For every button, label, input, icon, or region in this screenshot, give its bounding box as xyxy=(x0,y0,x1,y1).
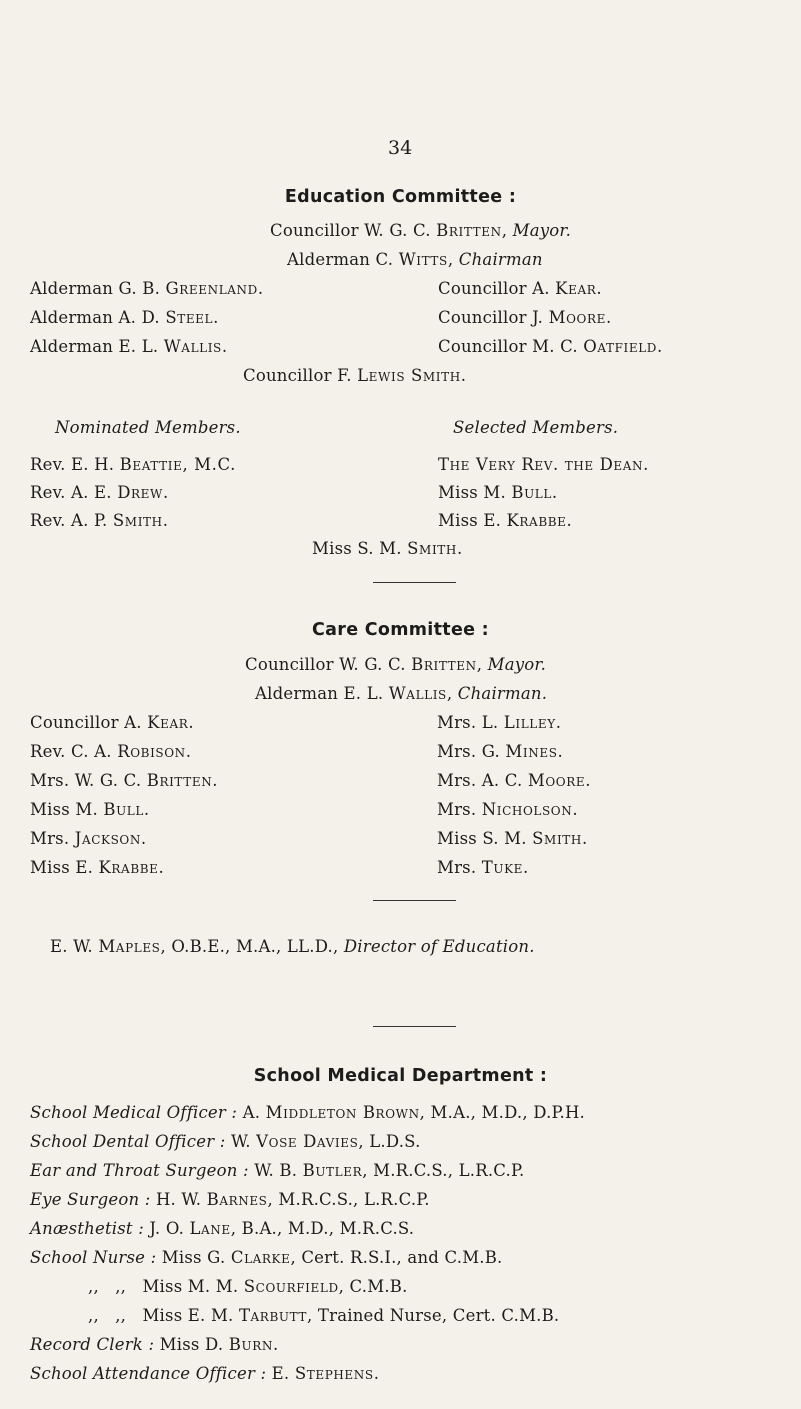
divider-rule xyxy=(373,1026,456,1027)
selected-members-heading: Selected Members. xyxy=(453,418,619,437)
edu-chairman-line: Alderman C. Witts, Chairman xyxy=(287,250,543,269)
edu-right-member-1: Councillor A. Kear. xyxy=(438,279,603,298)
edu-left-member-3: Alderman E. L. Wallis. xyxy=(30,337,228,356)
medical-staff-row: Ear and Throat Surgeon : W. B. Butler, M.R.C.S., L.R.C.P. xyxy=(30,1161,525,1180)
edu-mayor-line: Councillor W. G. C. Britten, Mayor. xyxy=(270,221,572,240)
care-left-member-1: Councillor A. Kear. xyxy=(30,713,195,732)
edu-left-member-2: Alderman A. D. Steel. xyxy=(30,308,219,327)
medical-staff-row: ,, ,, Miss M. M. Scourfield, C.M.B. xyxy=(88,1277,408,1296)
medical-staff-row: School Nurse : Miss G. Clarke, Cert. R.S.I., and C.M.B. xyxy=(30,1248,503,1267)
medical-staff-row: School Attendance Officer : E. Stephens. xyxy=(30,1364,380,1383)
edu-left-member-1: Alderman G. B. Greenland. xyxy=(30,279,264,298)
selected-member-3: Miss E. Krabbe. xyxy=(438,511,573,530)
edu-last-member: Councillor F. Lewis Smith. xyxy=(243,366,467,385)
nominated-member-3: Rev. A. P. Smith. xyxy=(30,511,169,530)
selected-member-4: Miss S. M. Smith. xyxy=(312,539,463,558)
medical-staff-row: ,, ,, Miss E. M. Tarbutt, Trained Nurse, Cert. C.M.B. xyxy=(88,1306,560,1325)
care-left-member-5: Mrs. Jackson. xyxy=(30,829,147,848)
medical-staff-row: Anæsthetist : J. O. Lane, B.A., M.D., M.R.C.S. xyxy=(30,1219,415,1238)
medical-staff-row: Record Clerk : Miss D. Burn. xyxy=(30,1335,279,1354)
care-left-member-4: Miss M. Bull. xyxy=(30,800,150,819)
edu-right-member-3: Councillor M. C. Oatfield. xyxy=(438,337,663,356)
care-chairman-line: Alderman E. L. Wallis, Chairman. xyxy=(255,684,548,703)
care-right-member-6: Mrs. Tuke. xyxy=(437,858,529,877)
care-mayor-line: Councillor W. G. C. Britten, Mayor. xyxy=(245,655,547,674)
care-right-member-1: Mrs. L. Lilley. xyxy=(437,713,562,732)
care-left-member-6: Miss E. Krabbe. xyxy=(30,858,165,877)
care-left-member-3: Mrs. W. G. C. Britten. xyxy=(30,771,219,790)
medical-staff-row: School Medical Officer : A. Middleton Brown, M.A., M.D., D.P.H. xyxy=(30,1103,585,1122)
nominated-members-heading: Nominated Members. xyxy=(55,418,241,437)
care-right-member-3: Mrs. A. C. Moore. xyxy=(437,771,592,790)
divider-rule xyxy=(373,900,456,901)
nominated-member-1: Rev. E. H. Beattie, M.C. xyxy=(30,455,236,474)
care-left-member-2: Rev. C. A. Robison. xyxy=(30,742,192,761)
selected-member-1: The Very Rev. the Dean. xyxy=(438,455,649,474)
medical-department-heading: School Medical Department : xyxy=(253,1066,548,1086)
care-right-member-5: Miss S. M. Smith. xyxy=(437,829,588,848)
edu-right-member-2: Councillor J. Moore. xyxy=(438,308,612,327)
divider-rule xyxy=(373,582,456,583)
nominated-member-2: Rev. A. E. Drew. xyxy=(30,483,169,502)
care-right-member-2: Mrs. G. Mines. xyxy=(437,742,564,761)
care-right-member-4: Mrs. Nicholson. xyxy=(437,800,579,819)
care-committee-heading: Care Committee : xyxy=(312,620,489,640)
medical-staff-row: School Dental Officer : W. Vose Davies, L.D.S. xyxy=(30,1132,421,1151)
director-line: E. W. Maples, O.B.E., M.A., LL.D., Director of Education. xyxy=(50,937,535,956)
page-number: 34 xyxy=(388,137,413,159)
education-committee-heading: Education Committee : xyxy=(284,187,517,207)
medical-staff-row: Eye Surgeon : H. W. Barnes, M.R.C.S., L.R.C.P. xyxy=(30,1190,430,1209)
selected-member-2: Miss M. Bull. xyxy=(438,483,558,502)
